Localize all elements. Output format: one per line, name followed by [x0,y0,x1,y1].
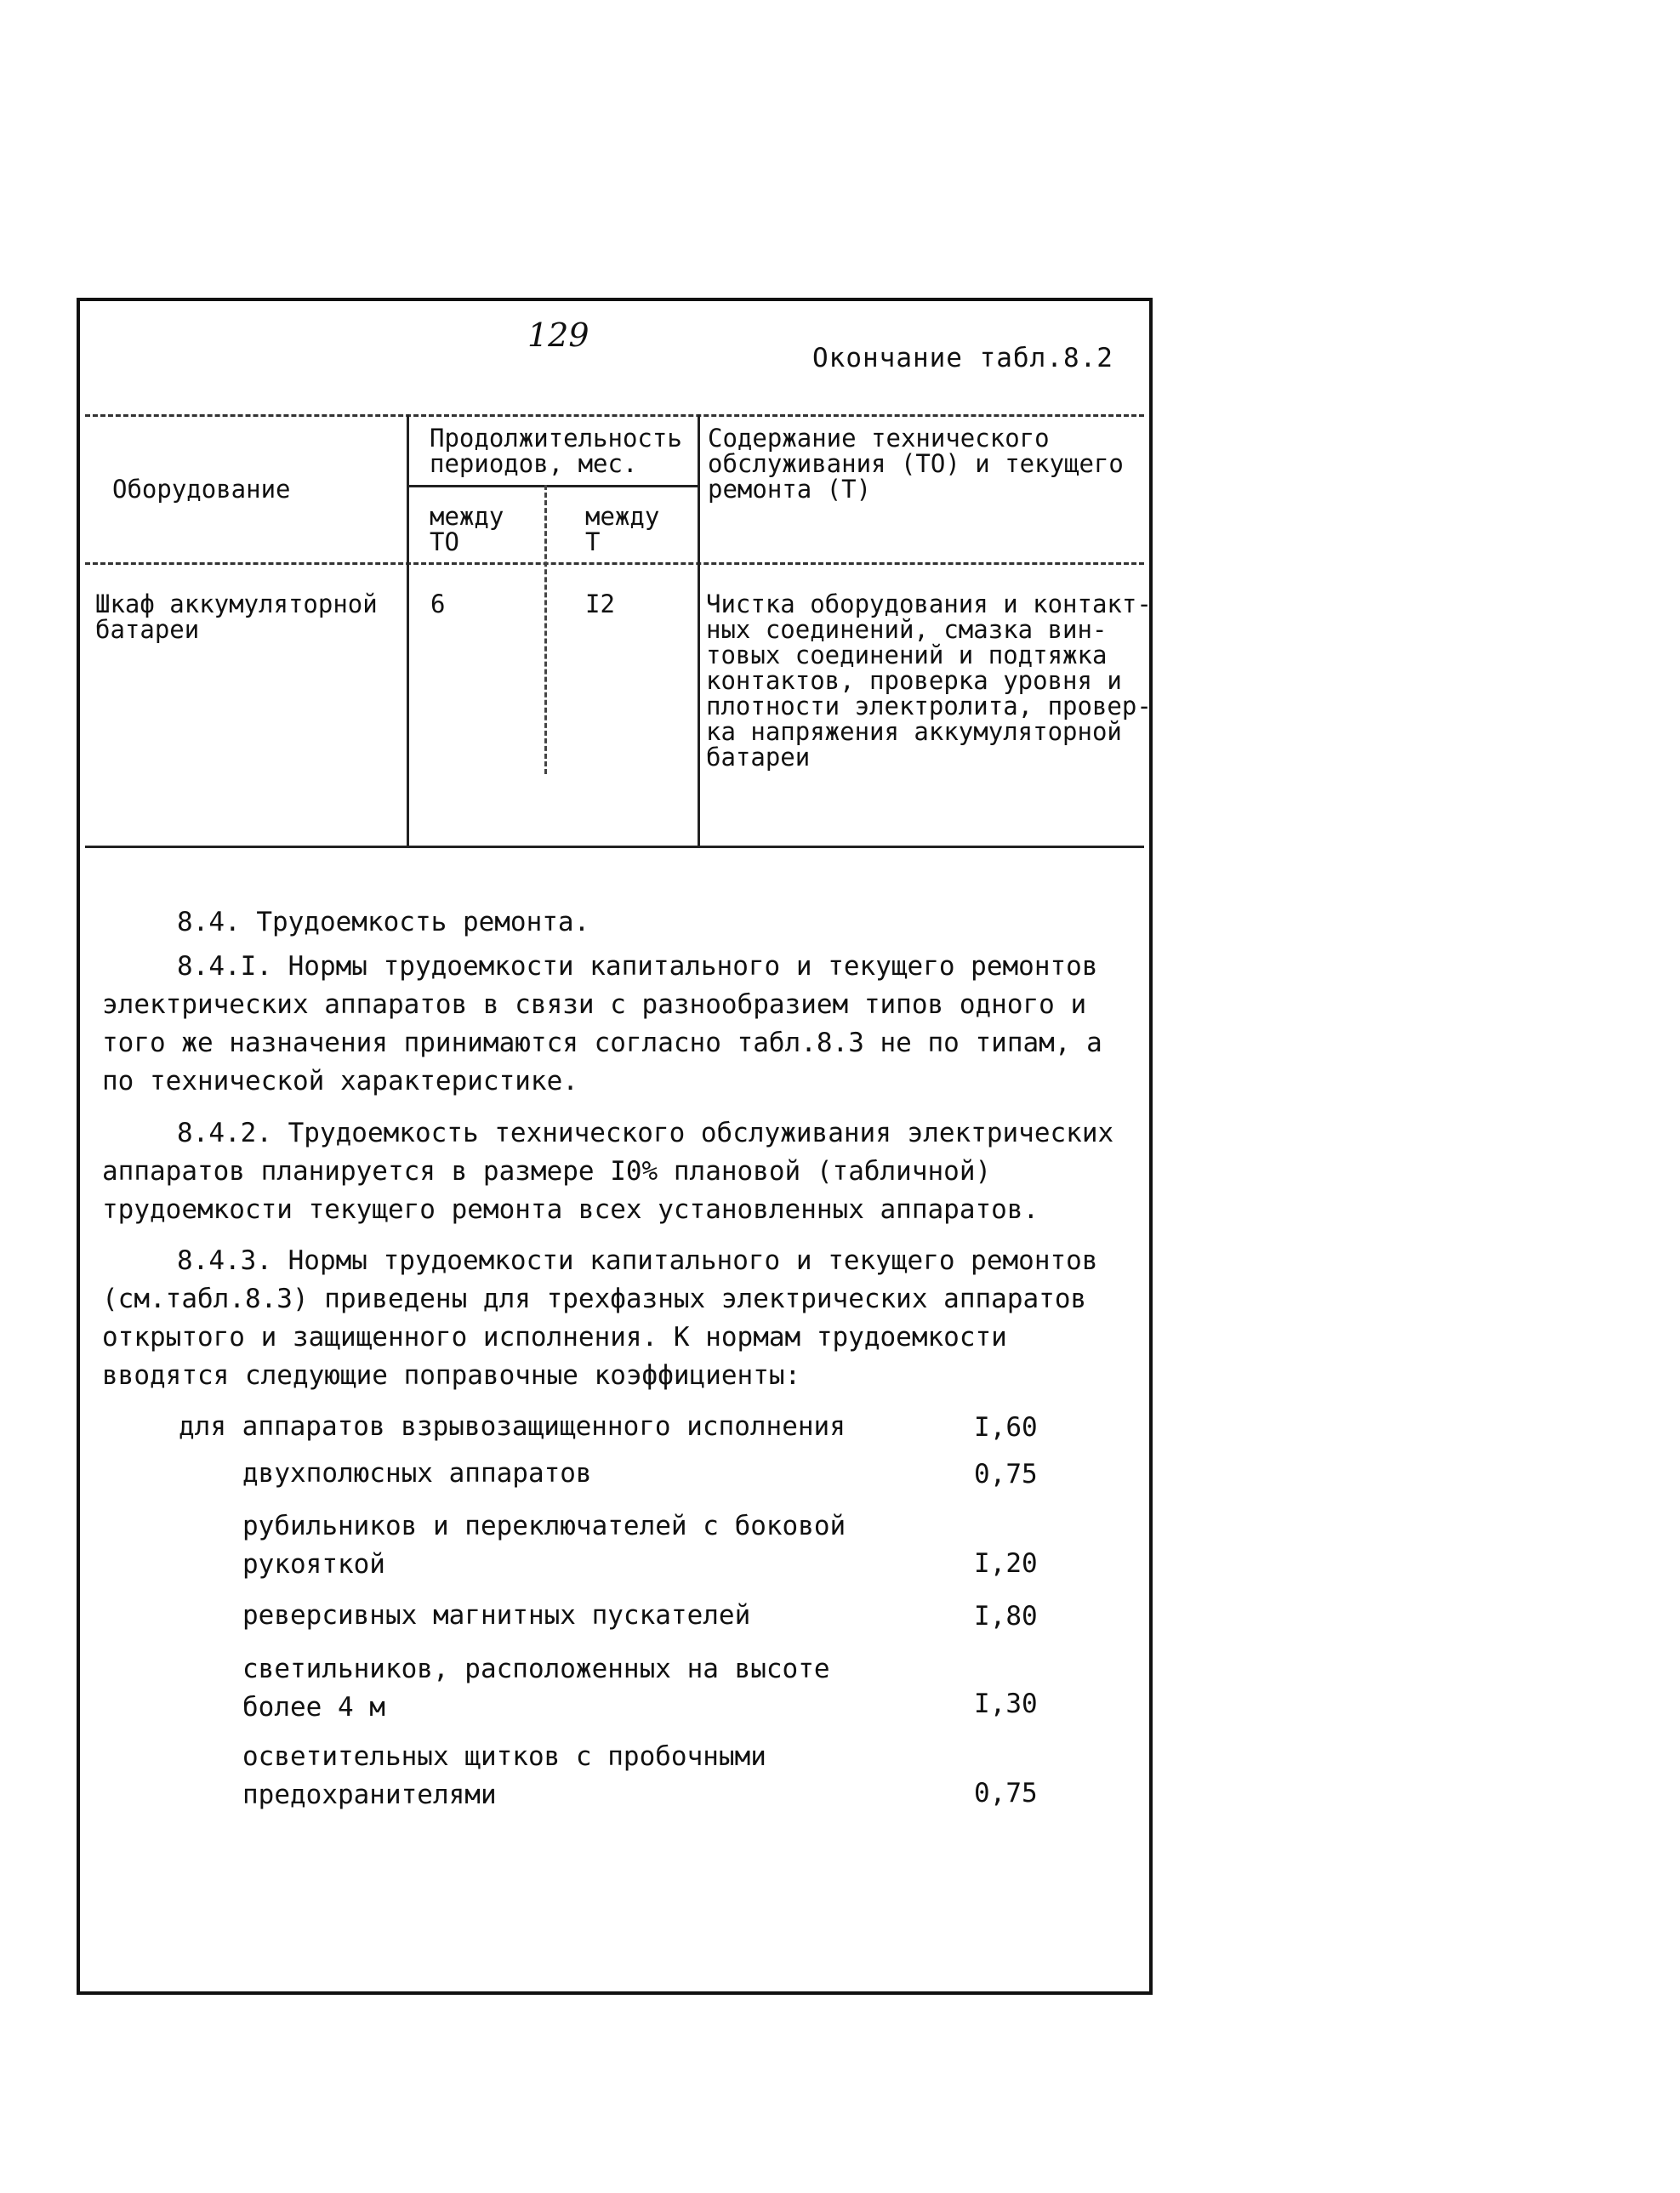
paragraph-8-4-1: 8.4.I. Нормы трудоемкости капитального и текущего ремонтов электрических аппаратов в связи с разнообразием типов одного и того же назначения принимаются согласно табл.8.3 не по типам, а по технической характеристике. [102,951,1102,1096]
coef-label: осветительных щитков с пробочными предохранителями [242,1741,766,1810]
paragraph-8-4-2: 8.4.2. Трудоемкость технического обслуживания электрических аппаратов планируется в размере I0% плановой (табличной) трудоемкости текущего ремонта всех установленных аппаратов. [102,1118,1114,1225]
paragraph-8-4-3: 8.4.3. Нормы трудоемкости капитального и текущего ремонтов (см.табл.8.3) приведены для трехфазных электрических аппаратов открытого и защищенного исполнения. К нормам трудоемкости вводятся следующие поправочные коэффициенты: [102,1245,1098,1391]
table-top-rule [85,414,1144,417]
coef-value: I,20 [974,1548,1038,1579]
coef-value: 0,75 [974,1778,1038,1809]
coef-label: реверсивных магнитных пускателей [242,1600,751,1631]
header-equipment: Оборудование [112,475,291,504]
coef-label: двухполюсных аппаратов [242,1458,592,1489]
header-between-t: между Т [585,502,660,556]
col-divider-2 [544,485,547,774]
coef-value: I,30 [974,1689,1038,1719]
page-number: 129 [527,316,589,354]
coef-label: рубильников и переключателей с боковой рукояткой [242,1511,846,1580]
col-divider-1 [407,414,409,846]
row-between-t: I2 [585,590,615,618]
header-between-to: между ТО [430,502,504,556]
coef-label: для аппаратов взрывозащищенного исполнения [179,1411,846,1442]
header-duration: Продолжительность периодов, мес. [430,424,682,478]
col-divider-3 [698,414,700,846]
table-bottom-rule [85,846,1144,848]
row-equipment: Шкаф аккумуляторной батареи [95,590,378,644]
coef-value: I,80 [974,1601,1038,1632]
subheader-rule [408,485,698,487]
section-heading: 8.4. Трудоемкость ремонта. [177,907,590,937]
coef-label: светильников, расположенных на высоте более 4 м [242,1654,830,1723]
table-continuation-label: Окончание табл.8.2 [812,343,1113,373]
coef-value: 0,75 [974,1459,1038,1490]
header-content: Содержание технического обслуживания (ТО) и текущего ремонта (Т) [708,424,1124,504]
header-bottom-rule [85,562,1144,565]
row-content: Чистка оборудования и контакт- ных соединений, смазка вин- товых соединений и подтяжка контактов, проверка уровня и плотности электролита, провер- ка напряжения аккумуляторной батареи [706,590,1152,772]
row-between-to: 6 [430,590,446,618]
coef-value: I,60 [974,1412,1038,1443]
